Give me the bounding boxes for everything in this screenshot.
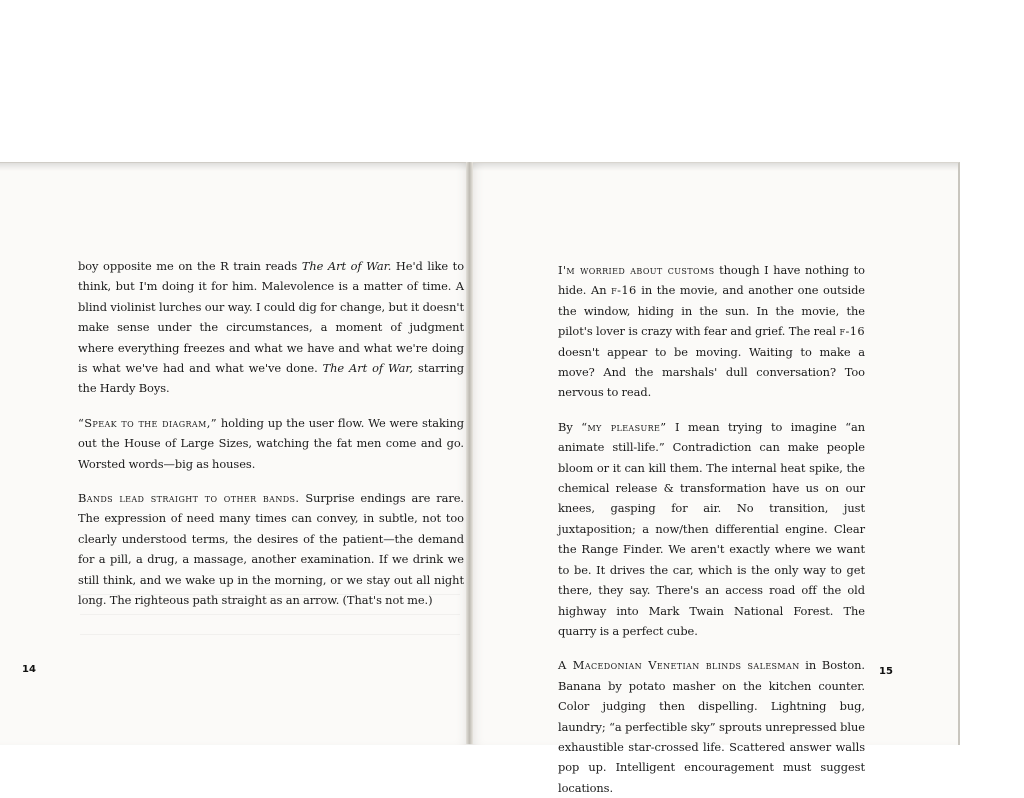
page-number: 14 [22,664,36,675]
text-run: Surprise endings are rare. The expression of need many times can convey, in subtle, not too clearly understood terms, the desires of the patient—the demand for a pill, a drug, a massage, another examination. If we drink we still think, and we wake up in the morning, or we stay out all night long. The righteous path straight as an arrow. (That's not me.) [78,491,464,608]
text-run: doesn't appear to be moving. Waiting to make a move? And the marshals' dull conversation? Too nervous to read. [558,344,865,400]
paragraph-lead: “Speak to the diagram,” [78,415,217,430]
paragraph [558,655,865,798]
show-through [80,614,460,615]
paragraph [78,256,464,399]
text-run: in Boston. Banana by potato masher on the kitchen counter. Color judging then dispelling. Lightning bug, laundry; “a perfectible sky” sprouts unrepressed blue exhaustible star-crossed life. Scattered answer walls pop up. Intelligent encouragement must suggest locations. [558,658,865,795]
page-edge-shadow [0,163,470,171]
text-run: starring the Hardy Boys. [78,361,464,396]
show-through [80,634,460,635]
left-page-text [78,256,464,611]
paragraph [558,260,865,403]
paragraph [558,417,865,641]
page-number: 15 [879,666,893,677]
text-run: He'd like to think, but I'm doing it for him. Malevolence is a matter of time. A blind violinist lurches our way. I could dig for change, but it doesn't make sense under the circumstances, a moment of judgment where everything freezes and what we have and what we're doing is what we've had and what we've done. [78,259,465,376]
text-run: I mean trying to imagine “an animate still-life.” Contradiction can make people bloom or it can kill them. The internal heat spike, the chemical release & transformation have us on our knees, gasping for air. No transition, just juxtaposition; a now/then differential engine. Clear the Range Finder. We aren't exactly where we want to be. It drives the car, which is the only way to get there, they say. There's an access road off the old highway into Mark Twain National Forest. The quarry is a perfect cube. [558,419,865,638]
book-title: The Art of War, [322,361,414,376]
page-edge-shadow [470,163,958,171]
text-run: f-16 [839,324,865,339]
right-page-text [558,260,865,798]
book-title: The Art of War. [301,259,392,273]
book-spread [0,162,962,795]
text-run: By [558,419,582,434]
paragraph-lead: A Macedonian Venetian blinds salesman [558,658,800,673]
text-run: though I have nothing to hide. An [558,263,865,298]
paragraph [78,413,464,474]
text-run: boy opposite me on the R train reads [78,259,302,273]
paragraph [78,488,464,610]
text-run: in the movie, and another one outside the window, hiding in the sun. In the movie, the pilot's lover is crazy with fear and grief. The real [558,283,865,339]
text-run: f-16 [611,283,637,298]
paragraph-lead: “my pleasure” [581,419,667,434]
text-run: holding up the user flow. We were staking out the House of Large Sizes, watching the fat men come and go. Worsted words—big as houses. [78,415,464,471]
paragraph-lead: Bands lead straight to other bands. [78,491,300,506]
paragraph-lead: I'm worried about customs [558,263,715,277]
book-gutter [466,162,473,744]
